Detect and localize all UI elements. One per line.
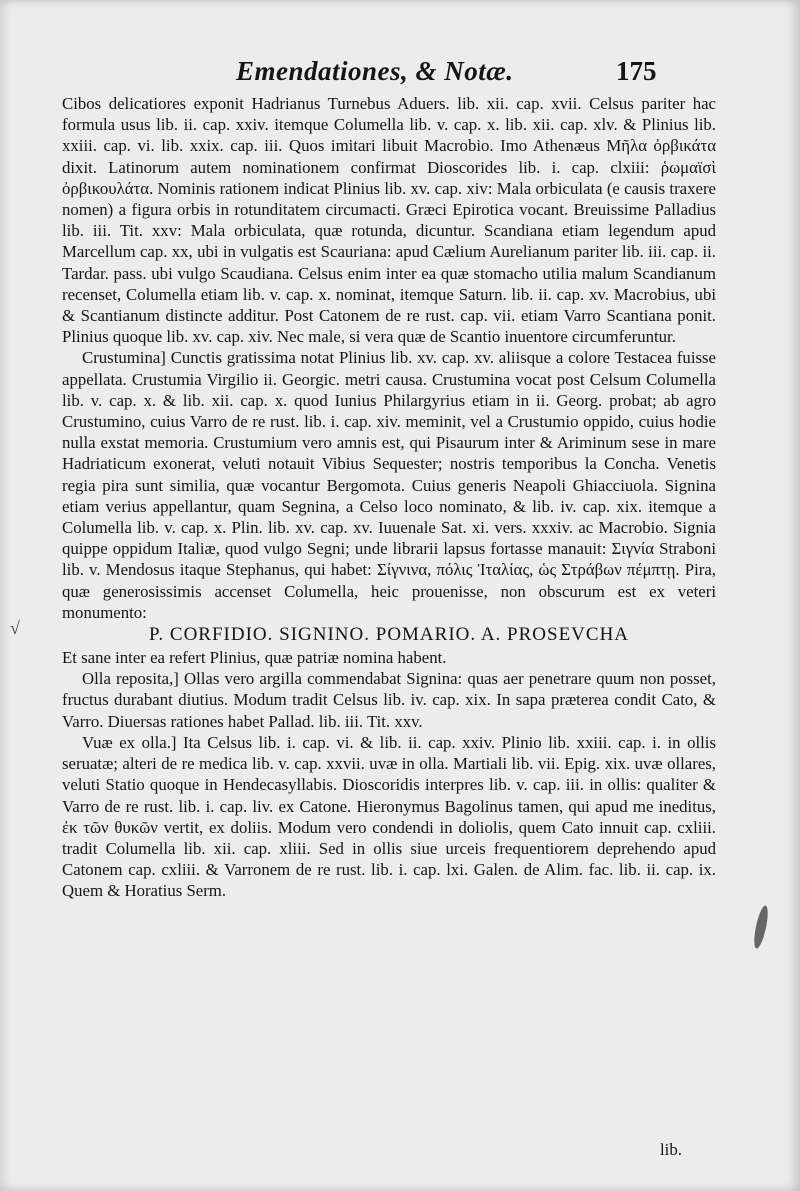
inscription: P. CORFIDIO. SIGNINO. POMARIO. A. PROSEVCHA: [148, 624, 630, 646]
paragraph-vuae: Vuæ ex olla.] Ita Celsus lib. i. cap. vi. & lib. ii. cap. xxiv. Plinio lib. xxiii. cap. i. in ollis seruatæ; alteri de re medica lib. v. cap. xxvii. uvæ in olla. Martiali lib. vii. Epig. xix. uvæ ollares, veluti Statio quoque in Hendecasyllabis. Dioscoridis interpres lib. v. cap. iii. in ollis: qualiter & Varro de re rust. lib. i. cap. liv. ex Catone. Hieronymus Bagolinus tamen, qui apud me ineditus, ἐκ τῶν θυκῶν vertit, ex doliis. Modum vero condendi in doliolis, quem Cato innuit cap. cxliii. tradit Columella lib. xii. cap. xliii. Sed in ollis siue urceis frequentiorem deprehendo apud Catonem cap. cxliii. & Varronem de re rust. lib. i. cap. lxi. Galen. de Alim. fac. lib. ii. cap. ix. Quem & Horatius Serm.: [62, 732, 716, 901]
paragraph-olla: Olla reposita,] Ollas vero argilla commendabat Signina: quas aer penetrare quum non posset, fructus durabant diutius. Modum tradit Celsus lib. iv. cap. xix. In sapa præterea condit Cato, & Varro. Diuersas rationes habet Pallad. lib. iii. Tit. xxv.: [62, 669, 716, 731]
page-number: 175: [616, 56, 657, 86]
page-header: [0, 56, 800, 96]
margin-mark: √: [10, 618, 20, 638]
paragraph-crustumina: Crustumina] Cunctis gratissima notat Plinius lib. xv. cap. xv. aliisque a colore Testacea fuisse appellata. Crustumia Virgilio ii. Georgic. metri causa. Crustumina vocat post Celsum Columella lib. v. cap. x. & lib. xii. cap. x. quod Iunius Philargyrius etiam in ii. Georg. probat; ab agro Crustumino, cuius Varro de re rust. lib. i. cap. xiv. meminit, vel a Crustumio oppido, cuius hodie nulla exstat memoria. Crustumium vero amnis est, qui Pisaurum inter & Ariminum sese in mare Hadriaticum exonerat, veluti notauit Vibius Sequester; nostris temporibus la Concha. Venetis regia pira sunt similia, quæ vocantur Bergomota. Cuius generis Neapoli Ghiacciuola. Signina etiam verius appellantur, quam Segnina, a Celso loco nominato, & lib. iv. cap. xix. itemque a Columella lib. v. cap. x. Plin. lib. xv. cap. xv. Iuuenale Sat. xi. vers. xxxiv. ac Macrobio. Signia quippe oppidum Italiæ, quod vulgo Segni; unde librarii lapsus fortasse manauit: Σιγνία Straboni lib. v. Mendosus itaque Stephanus, qui habet: Σίγνινα, πόλις Ἰταλίας, ὡς Στράβων πέμπτῃ. Pira, quæ generosissimis accenset Columella, heic prouenisse, non obscurum est ex veteri monumento:: [62, 348, 716, 622]
paragraph-after-inscription: Et sane inter ea refert Plinius, quæ patriæ nomina habent.: [62, 648, 447, 668]
ink-spot: [752, 904, 771, 949]
running-head: Emendationes, & Notæ.: [236, 56, 514, 86]
paragraph-cibos: Cibos delicatiores exponit Hadrianus Turnebus Aduers. lib. xii. cap. xvii. Celsus pariter hac formula usus lib. ii. cap. xxiv. itemque Columella lib. v. cap. x. lib. xii. cap. xlv. & Plinius lib. xxiii. cap. vi. lib. xxix. cap. iii. Quos imitari libuit Macrobio. Imo Athenæus Μῆλα ὀρβικάτα dixit. Latinorum autem nominationem confirmat Dioscorides lib. i. cap. clxiii: ῥωμαϊσὶ ὀρβικουλάτα. Nominis rationem indicat Plinius lib. xv. cap. xiv: Mala orbiculata (e causis traxere nomen) a figura orbis in rotunditatem circumacti. Græci Epirotica vocant. Breuissime Palladius lib. iii. Tit. xxv: Mala orbiculata, quæ rotunda, dicuntur. Scandiana etiam legendum apud Marcellum cap. xx, ubi in vulgatis est Scauriana: apud Cælium Aurelianum pariter lib. iii. cap. ii. Tardar. pass. ubi vulgo Scaudiana. Celsus enim inter ea quæ stomacho utilia malum Scandianum recenset, Columella etiam lib. v. cap. x. nominat, itemque Saturn. lib. ii. cap. xv. Macrobius, ubi & Scantianum distincte additur. Post Catonem de re rust. cap. vii. etiam Varro Scantiana ponit. Plinius quoque lib. xv. cap. xiv. Nec male, si vera quæ de Scantio inuentore circumferuntur.: [62, 94, 716, 347]
body-text: [62, 93, 716, 902]
catchword: lib.: [660, 1140, 682, 1159]
